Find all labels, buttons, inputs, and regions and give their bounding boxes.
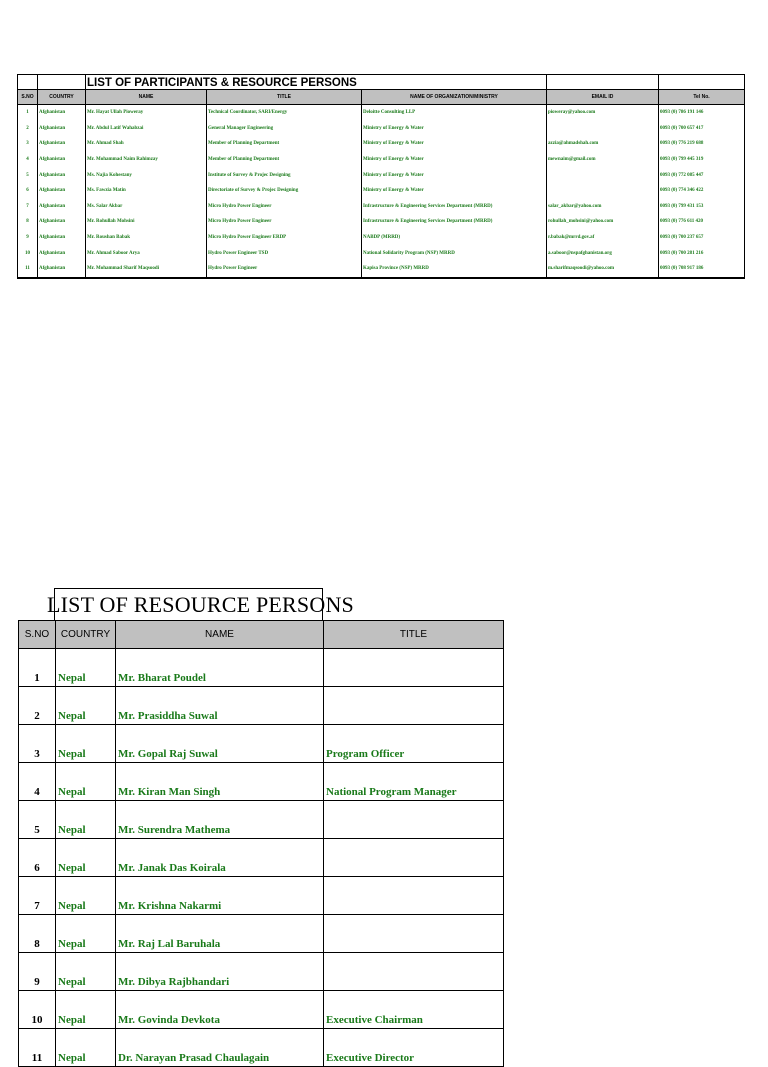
- table-row: [18, 105, 745, 121]
- cell-country: Afghanistan: [38, 214, 86, 230]
- cell-name: Mr. Rohullah Mohsini: [86, 214, 207, 230]
- cell-title: Program Officer: [324, 725, 504, 763]
- cell-title: [324, 801, 504, 839]
- cell-country: Nepal: [56, 649, 116, 687]
- cell-org: Ministry of Energy & Water: [362, 183, 547, 199]
- cell-sno: 2: [19, 687, 56, 725]
- cell-name: Mr. Roushan Babak: [86, 230, 207, 246]
- table-row: [19, 877, 504, 915]
- cell-title: Micro Hydro Power Engineer: [207, 214, 362, 230]
- cell-sno: 9: [19, 953, 56, 991]
- cell-email: pioweray@yahoo.com: [547, 105, 659, 121]
- cell-email: azzia@ahmadshah.com: [547, 136, 659, 152]
- cell-sno: 8: [18, 214, 38, 230]
- cell-title: [324, 649, 504, 687]
- table-row: [19, 915, 504, 953]
- cell-name: Mr. Gopal Raj Suwal: [116, 725, 324, 763]
- cell-name: Ms. Fawzia Matin: [86, 183, 207, 199]
- cell-country: Afghanistan: [38, 199, 86, 215]
- table-row: [18, 136, 745, 152]
- cell-tel: 0093 (0) 700 281 216: [659, 245, 745, 261]
- cell-tel: 0093 (0) 786 191 146: [659, 105, 745, 121]
- cell-sno: 1: [19, 649, 56, 687]
- cell-name: Mr. Govinda Devkota: [116, 991, 324, 1029]
- cell-sno: 4: [18, 152, 38, 168]
- table-row: [18, 121, 745, 137]
- participants-title: LIST OF PARTICIPANTS & RESOURCE PERSONS: [86, 75, 547, 90]
- cell-tel: 0093 (0) 772 085 447: [659, 167, 745, 183]
- cell-name: Mr. Raj Lal Baruhala: [116, 915, 324, 953]
- cell-org: Infrastructure & Engineering Services Department (MRRD): [362, 214, 547, 230]
- table-row: [19, 763, 504, 801]
- cell-name: Mr. Ahmad Saboor Arya: [86, 245, 207, 261]
- cell-tel: 0093 (0) 799 431 153: [659, 199, 745, 215]
- cell-name: Mr. Kiran Man Singh: [116, 763, 324, 801]
- cell-country: Afghanistan: [38, 261, 86, 278]
- cell-tel: 0093 (0) 700 237 657: [659, 230, 745, 246]
- cell-email: salar_akbar@yahoo.com: [547, 199, 659, 215]
- cell-title: [324, 953, 504, 991]
- cell-org: Deloitte Consulting LLP: [362, 105, 547, 121]
- cell-country: Nepal: [56, 953, 116, 991]
- cell-title: Technical Coordinator, SARI/Energy: [207, 105, 362, 121]
- cell-name: Mr. Krishna Nakarmi: [116, 877, 324, 915]
- cell-sno: 5: [18, 167, 38, 183]
- cell-country: Nepal: [56, 915, 116, 953]
- header-title: TITLE: [207, 90, 362, 105]
- header-sno: S.NO: [18, 90, 38, 105]
- cell-name: Mr. Mohammad Naim Rahimzay: [86, 152, 207, 168]
- header-name: NAME: [116, 621, 324, 649]
- participants-table: [17, 74, 745, 279]
- header-name: NAME: [86, 90, 207, 105]
- cell-title: Directoriate of Survey & Projec Designing: [207, 183, 362, 199]
- cell-org: Ministry of Energy & Water: [362, 152, 547, 168]
- cell-title: [324, 839, 504, 877]
- table-row: [19, 839, 504, 877]
- cell-name: Mr. Ahmad Shah: [86, 136, 207, 152]
- cell-title: Member of Planning Department: [207, 152, 362, 168]
- cell-sno: 5: [19, 801, 56, 839]
- cell-org: Kapisa Province (NSP) MRRD: [362, 261, 547, 278]
- cell-tel: 0093 (0) 774 346 422: [659, 183, 745, 199]
- cell-country: Afghanistan: [38, 121, 86, 137]
- cell-org: National Solidarity Program (NSP) MRRD: [362, 245, 547, 261]
- cell-org: Infrastructure & Engineering Services Department (MRRD): [362, 199, 547, 215]
- table-row: [18, 245, 745, 261]
- resource-persons-table: [18, 620, 504, 1067]
- cell-email: a.saboor@nspafghanistan.org: [547, 245, 659, 261]
- table-row: [19, 991, 504, 1029]
- cell-country: Afghanistan: [38, 183, 86, 199]
- cell-org: Ministry of Energy & Water: [362, 121, 547, 137]
- cell-sno: 3: [19, 725, 56, 763]
- cell-sno: 10: [18, 245, 38, 261]
- cell-title: Institute of Survey & Projec Designing: [207, 167, 362, 183]
- resource-header-row: [19, 621, 504, 649]
- participants-header-row: [18, 90, 745, 105]
- cell-tel: 0093 (0) 708 917 186: [659, 261, 745, 278]
- table-row: [18, 167, 745, 183]
- cell-title: [324, 687, 504, 725]
- header-organization: NAME OF ORGANIZATION/MINISTRY: [362, 90, 547, 105]
- cell-country: Nepal: [56, 877, 116, 915]
- cell-sno: 7: [18, 199, 38, 215]
- cell-tel: 0093 (0) 799 445 319: [659, 152, 745, 168]
- cell-email: m.sharifmaqsoodi@yahoo.com: [547, 261, 659, 278]
- cell-tel: 0093 (0) 776 611 420: [659, 214, 745, 230]
- cell-country: Afghanistan: [38, 167, 86, 183]
- cell-sno: 2: [18, 121, 38, 137]
- cell-sno: 3: [18, 136, 38, 152]
- table-row: [18, 214, 745, 230]
- cell-name: Mr. Surendra Mathema: [116, 801, 324, 839]
- cell-sno: 6: [19, 839, 56, 877]
- header-sno: S.NO: [19, 621, 56, 649]
- cell-country: Nepal: [56, 839, 116, 877]
- table-row: [19, 687, 504, 725]
- cell-name: Ms. Salar Akbar: [86, 199, 207, 215]
- cell-title: Micro Hydro Power Engineer ERDP: [207, 230, 362, 246]
- table-row: [19, 725, 504, 763]
- cell-country: Nepal: [56, 801, 116, 839]
- cell-sno: 11: [18, 261, 38, 278]
- cell-org: Ministry of Energy & Water: [362, 136, 547, 152]
- header-email: EMAIL ID: [547, 90, 659, 105]
- cell-tel: 0093 (0) 776 219 688: [659, 136, 745, 152]
- cell-name: Mr. Janak Das Koirala: [116, 839, 324, 877]
- cell-sno: 1: [18, 105, 38, 121]
- cell-title: Hydro Power Engineer: [207, 261, 362, 278]
- cell-email: [547, 183, 659, 199]
- cell-org: Ministry of Energy & Water: [362, 167, 547, 183]
- cell-title: Micro Hydro Power Engineer: [207, 199, 362, 215]
- participants-title-row: [18, 75, 745, 90]
- cell-title: [324, 877, 504, 915]
- cell-tel: 0093 (0) 700 657 417: [659, 121, 745, 137]
- cell-name: Mr. Dibya Rajbhandari: [116, 953, 324, 991]
- cell-country: Afghanistan: [38, 105, 86, 121]
- cell-title: Executive Chairman: [324, 991, 504, 1029]
- cell-title: Executive Director: [324, 1029, 504, 1067]
- table-row: [18, 261, 745, 278]
- cell-email: r.babak@mrrd.gov.af: [547, 230, 659, 246]
- table-row: [19, 1029, 504, 1067]
- resource-persons-title: LIST OF RESOURCE PERSONS: [47, 592, 354, 617]
- cell-name: Mr. Prasiddha Suwal: [116, 687, 324, 725]
- table-row: [18, 199, 745, 215]
- cell-sno: 6: [18, 183, 38, 199]
- header-title: TITLE: [324, 621, 504, 649]
- cell-country: Nepal: [56, 991, 116, 1029]
- cell-name: Mr. Abdul Latif Wahabzai: [86, 121, 207, 137]
- cell-title: National Program Manager: [324, 763, 504, 801]
- cell-sno: 10: [19, 991, 56, 1029]
- cell-sno: 9: [18, 230, 38, 246]
- cell-country: Afghanistan: [38, 136, 86, 152]
- cell-name: Dr. Narayan Prasad Chaulagain: [116, 1029, 324, 1067]
- cell-title: Hydro Power Engineer TSD: [207, 245, 362, 261]
- cell-country: Nepal: [56, 1029, 116, 1067]
- cell-country: Afghanistan: [38, 230, 86, 246]
- cell-email: rohullah_mohsini@yahoo.com: [547, 214, 659, 230]
- cell-email: [547, 167, 659, 183]
- cell-country: Afghanistan: [38, 245, 86, 261]
- cell-name: Ms. Najia Kohestany: [86, 167, 207, 183]
- cell-email: mewnaim@gmail.com: [547, 152, 659, 168]
- cell-title: General Manager Engineering: [207, 121, 362, 137]
- cell-country: Afghanistan: [38, 152, 86, 168]
- header-tel: Tel No.: [659, 90, 745, 105]
- table-row: [19, 649, 504, 687]
- cell-org: NABDP (MRRD): [362, 230, 547, 246]
- cell-name: Mr. Mohammad Sharif Maqsoodi: [86, 261, 207, 278]
- cell-country: Nepal: [56, 687, 116, 725]
- table-row: [18, 152, 745, 168]
- cell-country: Nepal: [56, 763, 116, 801]
- cell-sno: 8: [19, 915, 56, 953]
- cell-country: Nepal: [56, 725, 116, 763]
- cell-name: Mr. Hayat Ullah Pioweray: [86, 105, 207, 121]
- header-country: COUNTRY: [56, 621, 116, 649]
- header-country: COUNTRY: [38, 90, 86, 105]
- cell-sno: 11: [19, 1029, 56, 1067]
- cell-title: [324, 915, 504, 953]
- table-row: [19, 801, 504, 839]
- cell-sno: 7: [19, 877, 56, 915]
- table-row: [18, 183, 745, 199]
- table-row: [18, 230, 745, 246]
- cell-name: Mr. Bharat Poudel: [116, 649, 324, 687]
- cell-title: Member of Planning Department: [207, 136, 362, 152]
- table-row: [19, 953, 504, 991]
- cell-sno: 4: [19, 763, 56, 801]
- cell-email: [547, 121, 659, 137]
